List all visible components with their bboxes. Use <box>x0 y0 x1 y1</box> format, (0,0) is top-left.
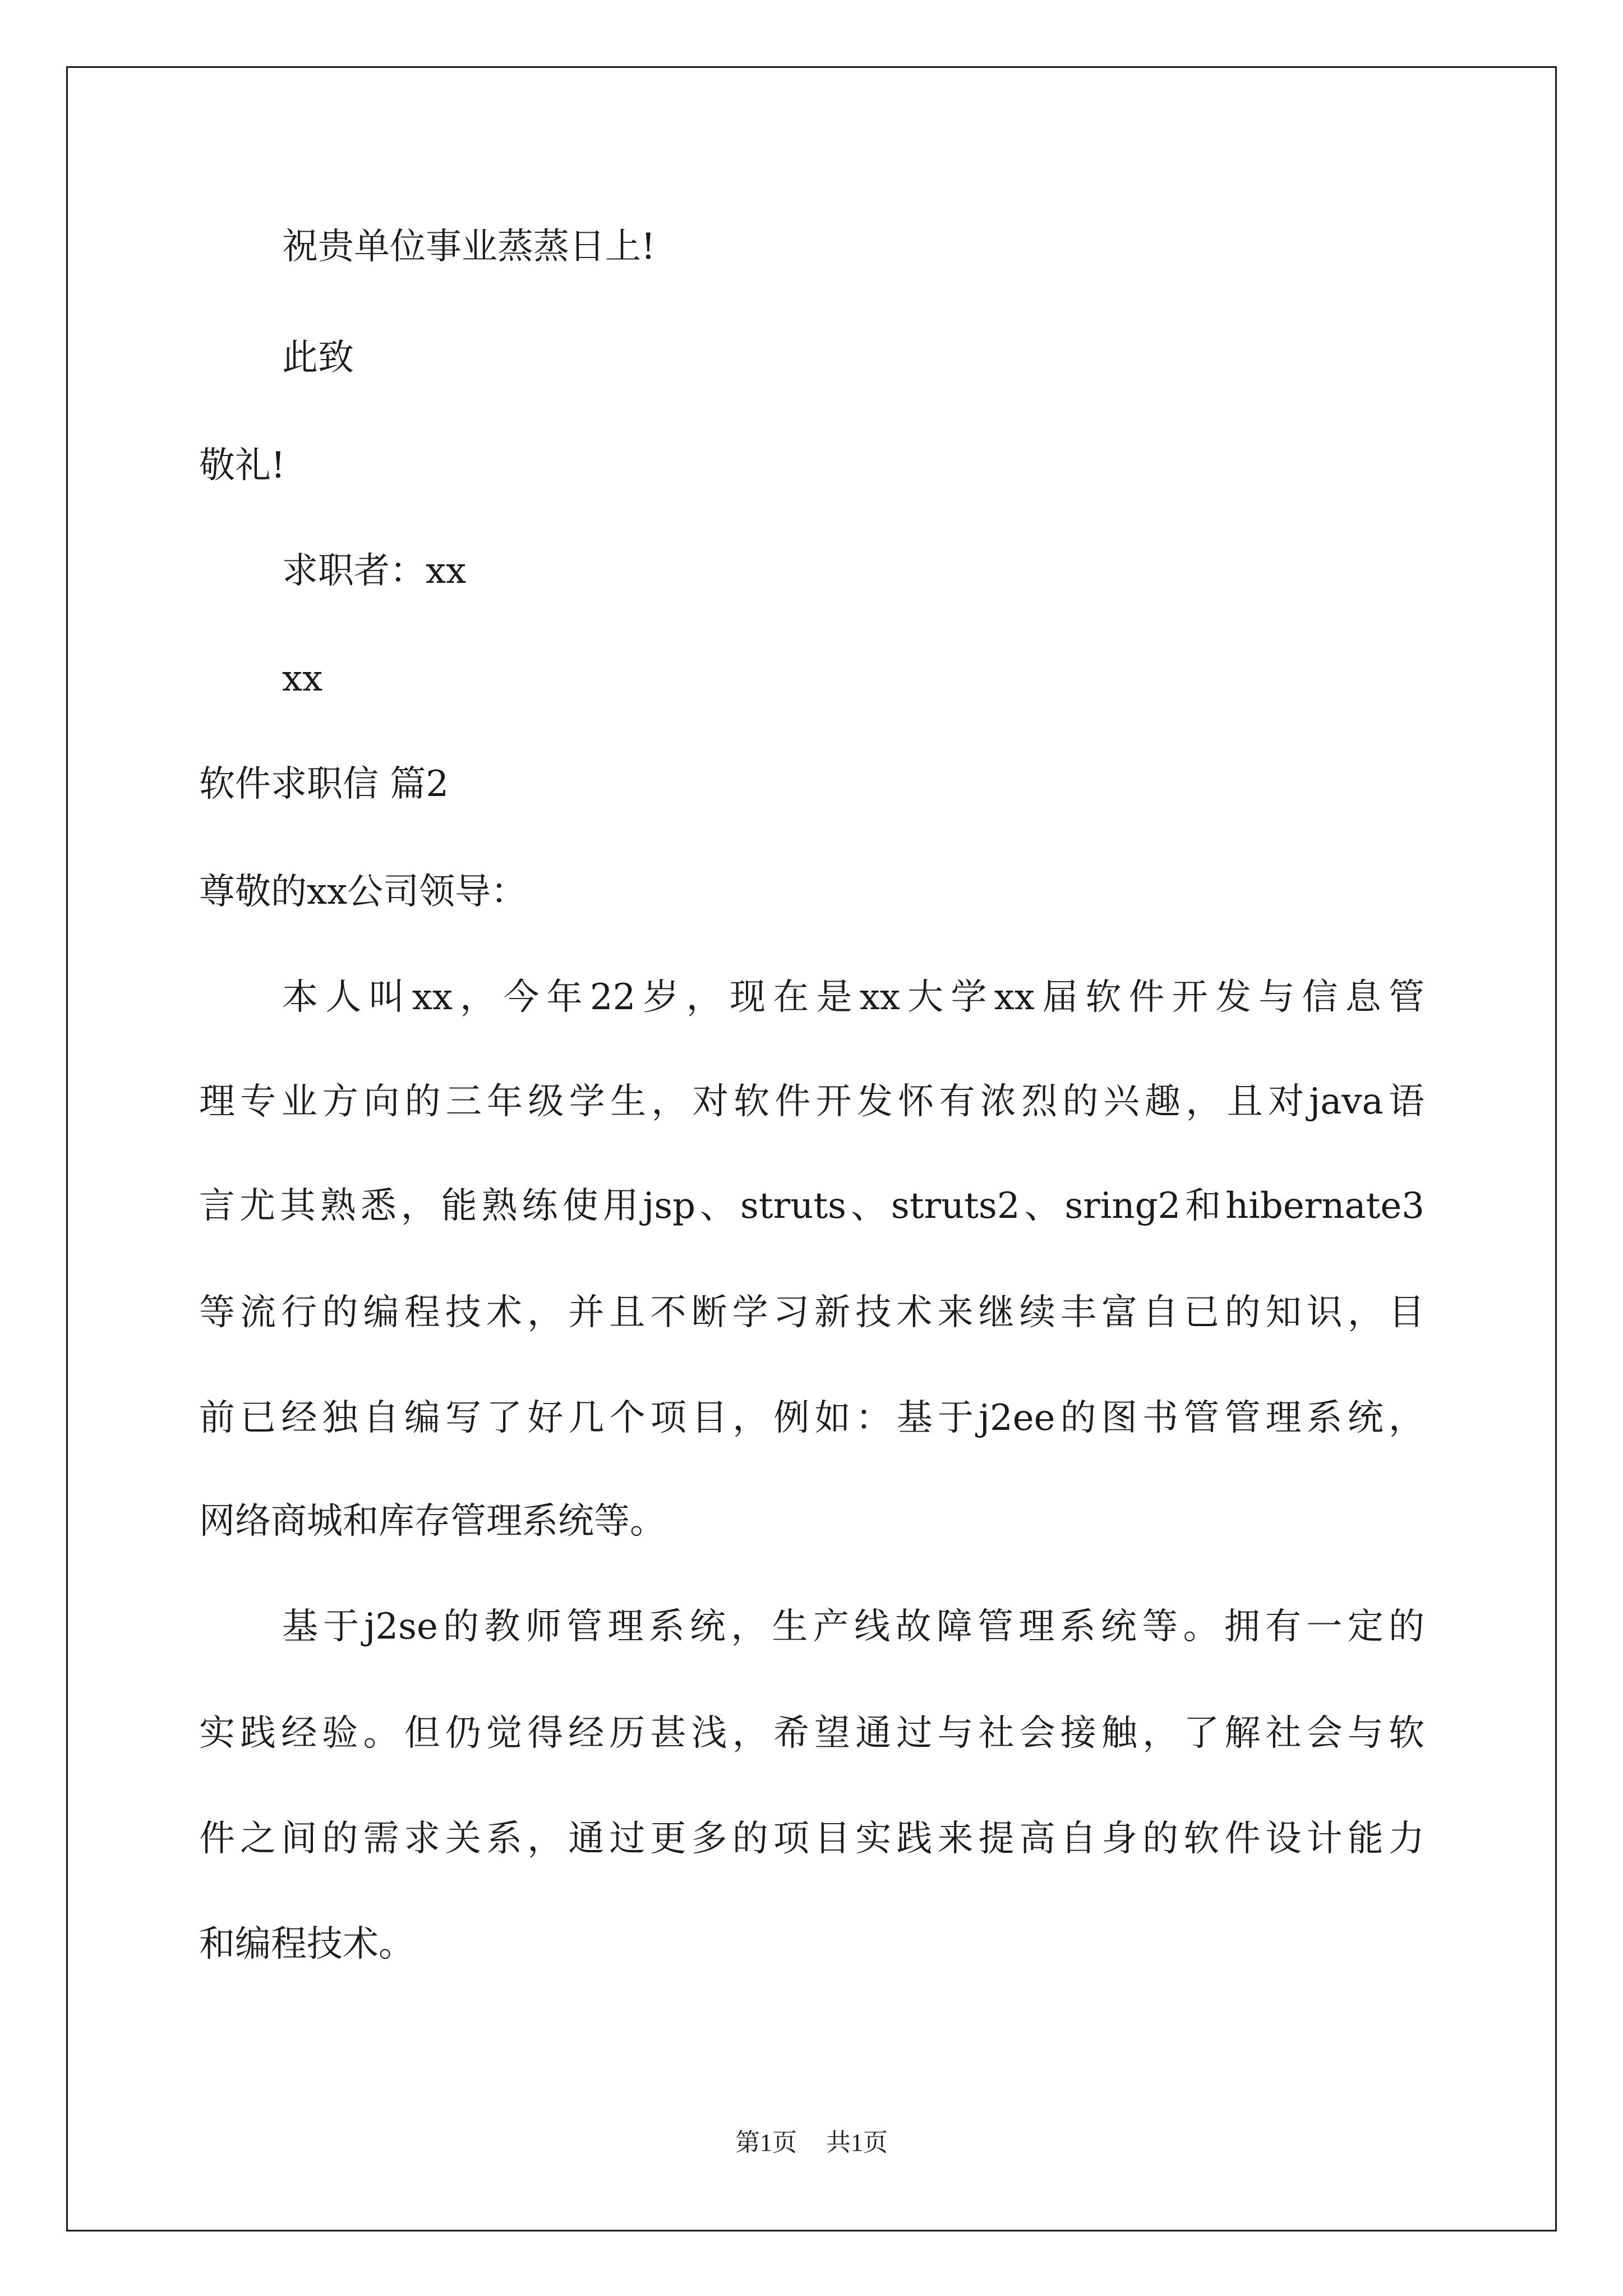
paragraph-line: 网络商城和库存管理系统等。 <box>199 1501 666 1542</box>
page-border <box>66 66 1557 2231</box>
applicant-signature: 求职者：xx <box>282 550 467 592</box>
paragraph-line: 理专业方向的三年级学生，对软件开发怀有浓烈的兴趣，且对java语 <box>199 1081 1424 1122</box>
closing-wish: 祝贵单位事业蒸蒸日上! <box>282 226 656 268</box>
paragraph-line: 实践经验。但仍觉得经历甚浅，希望通过与社会接触，了解社会与软 <box>199 1713 1424 1754</box>
page-number: 第1页 <box>735 2129 797 2156</box>
paragraph-line: 件之间的需求关系，通过更多的项目实践来提高自身的软件设计能力 <box>199 1818 1424 1860</box>
paragraph-line: 基于j2se的教师管理系统，生产线故障管理系统等。拥有一定的 <box>282 1606 1424 1648</box>
closing-cizhi: 此致 <box>282 337 354 379</box>
closing-jingli: 敬礼! <box>199 445 285 486</box>
page-footer <box>0 2126 1623 2160</box>
paragraph-line: 和编程技术。 <box>199 1924 414 1965</box>
paragraph-line: 言尤其熟悉，能熟练使用jsp、struts、struts2、sring2和hibernate3 <box>199 1185 1424 1227</box>
paragraph-line: 前已经独自编写了好几个项目，例如：基于j2ee的图书管管理系统， <box>199 1397 1424 1439</box>
salutation: 尊敬的xx公司领导： <box>199 871 527 913</box>
paragraph-line: 本人叫xx，今年22岁，现在是xx大学xx届软件开发与信息管 <box>282 977 1424 1018</box>
paragraph-line: 等流行的编程技术，并且不断学习新技术来继续丰富自已的知识，目 <box>199 1292 1424 1333</box>
signature-date: xx <box>282 658 323 700</box>
section-heading: 软件求职信 篇2 <box>199 763 449 805</box>
page-total: 共1页 <box>826 2129 888 2156</box>
